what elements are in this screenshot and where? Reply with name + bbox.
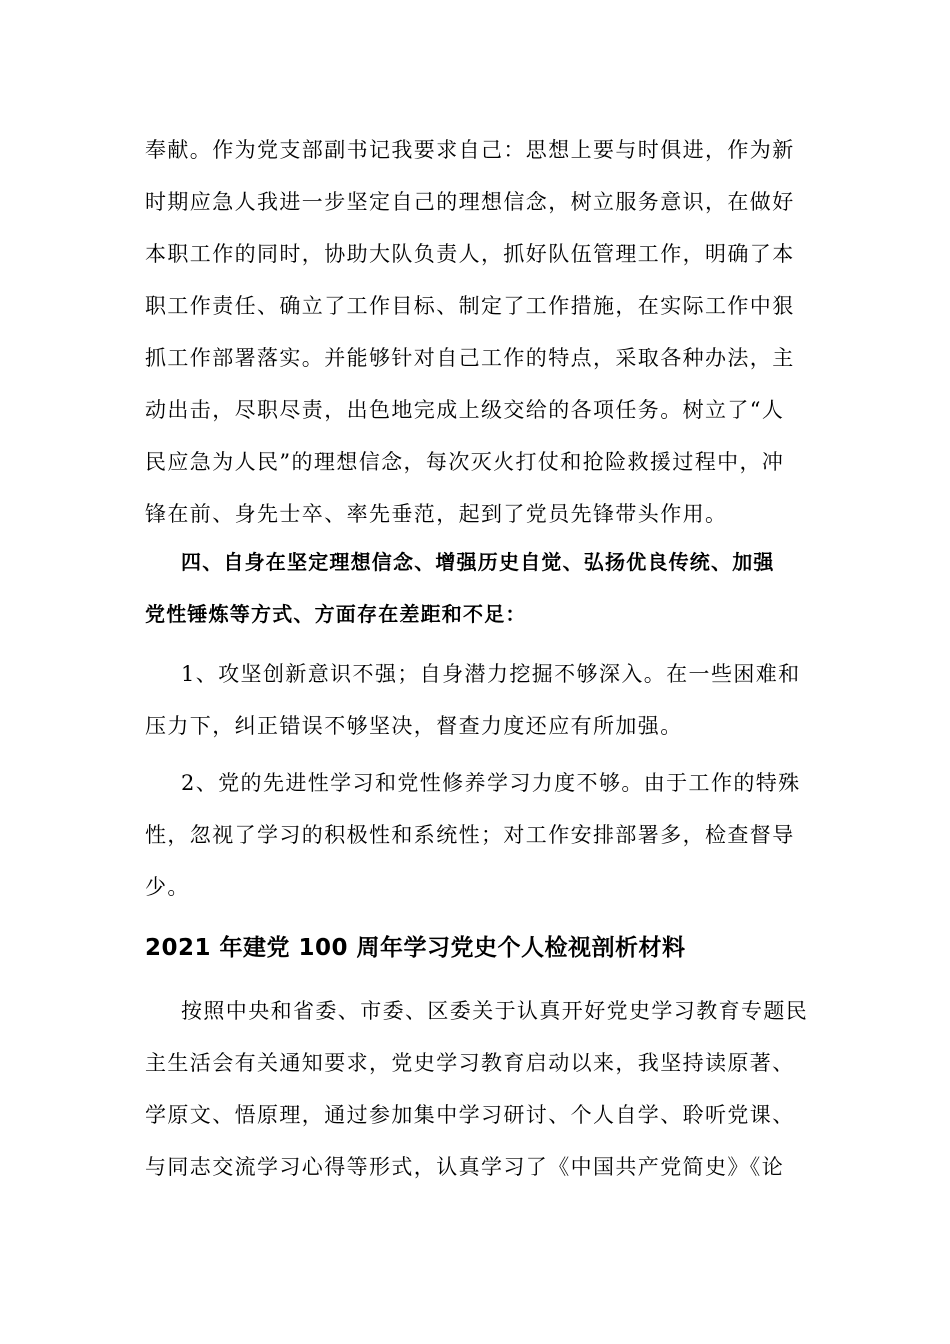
- paragraph-line: 2、党的先进性学习和党性修养学习力度不够。由于工作的特殊: [181, 771, 801, 795]
- paragraph-line: 锋在前、身先士卒、率先垂范，起到了党员先锋带头作用。: [145, 502, 728, 526]
- paragraph-line: 1、攻坚创新意识不强；自身潜力挖掘不够深入。在一些困难和: [181, 662, 801, 686]
- paragraph-line: 奉献。作为党支部副书记我要求自己：思想上要与时俱进，作为新: [145, 138, 795, 162]
- section-heading-shortcomings: [145, 536, 805, 640]
- paragraph-line: 民应急为人民”的理想信念，每次灭火打仗和抢险救援过程中，冲: [145, 450, 785, 474]
- paragraph-line: 压力下，纠正错误不够坚决，督查力度还应有所加强。: [145, 714, 683, 738]
- paragraph-line: 职工作责任、确立了工作目标、制定了工作措施，在实际工作中狠: [145, 294, 795, 318]
- heading-line: 四、自身在坚定理想信念、增强历史自觉、弘扬优良传统、加强: [181, 550, 775, 574]
- paragraph-line: 性，忽视了学习的积极性和系统性；对工作安排部署多，检查督导: [145, 823, 795, 847]
- paragraph-line: 学原文、悟原理，通过参加集中学习研讨、个人自学、聆听党课、: [145, 1103, 795, 1127]
- list-item-2: [145, 757, 805, 913]
- paragraph-line: 抓工作部署落实。并能够针对自己工作的特点，采取各种办法，主: [145, 346, 795, 370]
- paragraph-line: 主生活会有关通知要求，党史学习教育启动以来，我坚持读原著、: [145, 1051, 795, 1075]
- list-item-1: [145, 648, 805, 752]
- paragraph-line: 按照中央和省委、市委、区委关于认真开好党史学习教育专题民: [181, 999, 809, 1023]
- paragraph-line: 少。: [145, 875, 190, 899]
- heading-line: 党性锤炼等方式、方面存在差距和不足：: [145, 602, 527, 626]
- paragraph-line: 与同志交流学习心得等形式，认真学习了《中国共产党简史》《论: [145, 1155, 785, 1179]
- paragraph-line: 本职工作的同时，协助大队负责人，抓好队伍管理工作，明确了本: [145, 242, 795, 266]
- paragraph-line: 时期应急人我进一步坚定自己的理想信念，树立服务意识，在做好: [145, 190, 795, 214]
- paragraph-study-intro: [145, 985, 809, 1193]
- paragraph-line: 动出击，尽职尽责，出色地完成上级交给的各项任务。树立了“人: [145, 398, 785, 422]
- paragraph-party-secretary-role: [145, 124, 805, 540]
- document-title: 2021 年建党 100 周年学习党史个人检视剖析材料: [145, 935, 686, 961]
